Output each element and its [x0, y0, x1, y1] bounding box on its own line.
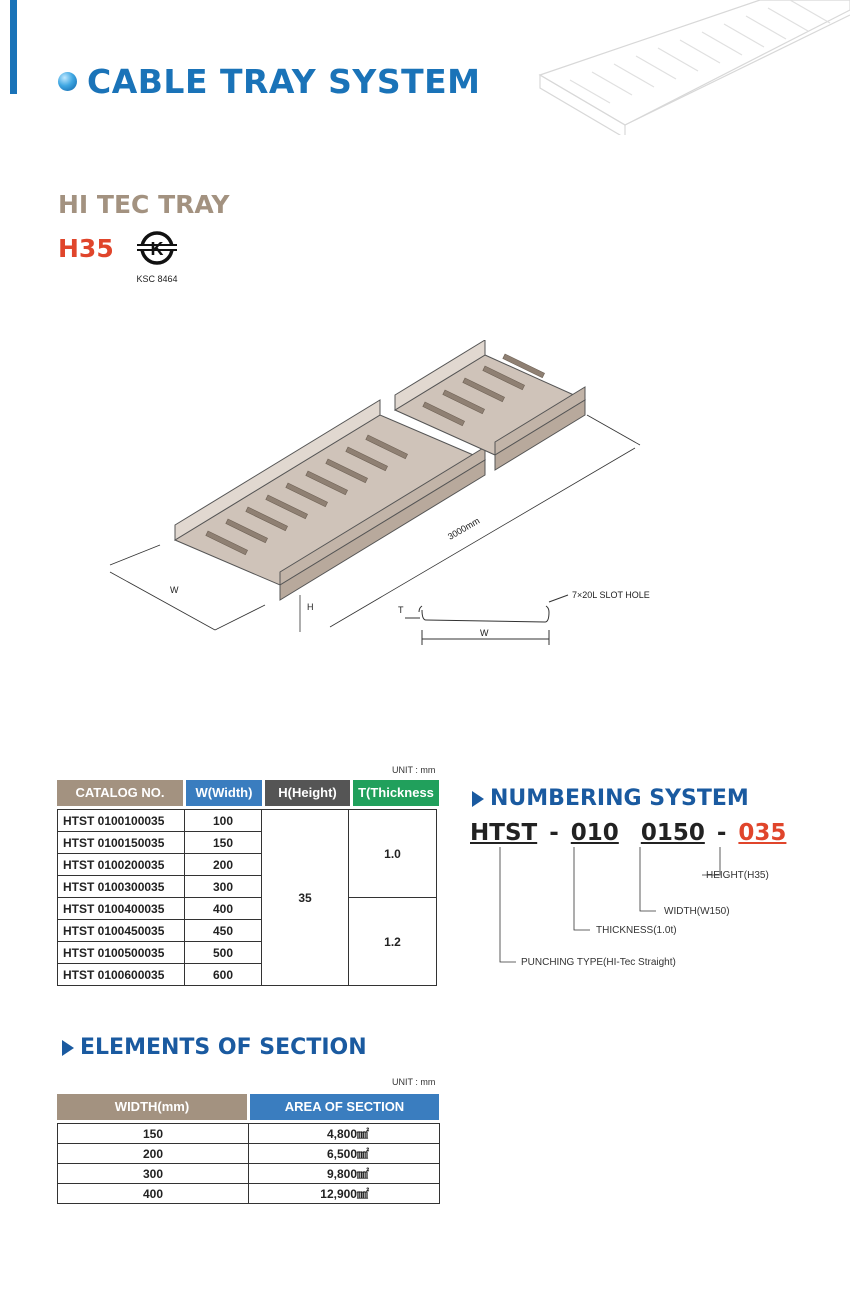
height-cell: 35	[262, 810, 349, 986]
header-catalog-no: CATALOG NO.	[57, 780, 183, 806]
header-width-mm: WIDTH(mm)	[57, 1094, 247, 1120]
width-cell: 150	[185, 832, 262, 854]
elements-table	[57, 1123, 440, 1204]
ks-code: KSC 8464	[136, 274, 178, 284]
ks-mark-icon	[135, 228, 179, 268]
side-accent-bar	[10, 0, 17, 94]
catalog-table-header	[57, 780, 439, 806]
width-cell: 450	[185, 920, 262, 942]
elements-of-section-title: ELEMENTS OF SECTION	[80, 1035, 367, 1060]
section-width-cell: 150	[58, 1124, 249, 1144]
table-row	[58, 1164, 440, 1184]
numbering-code	[470, 820, 786, 846]
code-width: 0150	[640, 820, 705, 846]
area-cell: 9,800㎟	[249, 1164, 440, 1184]
width-cell: 200	[185, 854, 262, 876]
width-cell: 500	[185, 942, 262, 964]
label-width: WIDTH(W150)	[664, 906, 730, 917]
section-width-label: W	[480, 628, 489, 638]
section-width-cell: 200	[58, 1144, 249, 1164]
decorative-tray-illustration	[530, 0, 850, 135]
length-dimension-label: 3000mm	[446, 515, 482, 542]
label-thickness: THICKNESS(1.0t)	[596, 925, 677, 936]
catalog-number-cell: HTST 0100400035	[58, 898, 185, 920]
catalog-number-cell: HTST 0100100035	[58, 810, 185, 832]
ks-mark-letter: K	[150, 239, 164, 259]
width-cell: 100	[185, 810, 262, 832]
catalog-number-cell: HTST 0100200035	[58, 854, 185, 876]
catalog-number-cell: HTST 0100450035	[58, 920, 185, 942]
elements-table-header	[57, 1094, 439, 1120]
width-cell: 400	[185, 898, 262, 920]
elements-of-section-heading	[62, 1035, 367, 1060]
model-code: H35	[58, 234, 114, 263]
code-thickness: 010	[570, 820, 619, 846]
header-height: H(Height)	[265, 780, 350, 806]
label-height: HEIGHT(H35)	[706, 870, 769, 881]
width-cell: 600	[185, 964, 262, 986]
section-width-cell: 400	[58, 1184, 249, 1204]
code-dash-2: -	[716, 820, 727, 846]
code-dash-1: -	[549, 820, 559, 846]
catalog-number-cell: HTST 0100500035	[58, 942, 185, 964]
elements-unit-label: UNIT : mm	[392, 1077, 436, 1087]
height-dimension-label: H	[307, 602, 314, 612]
ks-certification	[132, 228, 182, 284]
width-cell: 300	[185, 876, 262, 898]
product-name: HI TEC TRAY	[58, 190, 230, 219]
area-cell: 12,900㎟	[249, 1184, 440, 1204]
thickness-cell: 1.0	[349, 810, 437, 898]
sphere-bullet-icon	[58, 72, 77, 91]
catalog-table	[57, 809, 437, 986]
tray-diagram	[100, 340, 700, 670]
label-punching-type: PUNCHING TYPE(HI-Tec Straight)	[521, 957, 676, 968]
header-area-of-section: AREA OF SECTION	[250, 1094, 439, 1120]
code-punching: HTST	[470, 820, 538, 846]
triangle-bullet-icon	[62, 1040, 74, 1056]
area-cell: 4,800㎟	[249, 1124, 440, 1144]
table-row	[58, 810, 437, 832]
catalog-number-cell: HTST 0100600035	[58, 964, 185, 986]
thickness-cell: 1.2	[349, 898, 437, 986]
header	[58, 62, 480, 101]
table-row	[58, 1124, 440, 1144]
numbering-system-heading	[472, 786, 749, 811]
slot-hole-label: 7×20L SLOT HOLE	[572, 590, 650, 600]
thickness-dimension-label: T	[398, 605, 404, 615]
catalog-unit-label: UNIT : mm	[392, 765, 436, 775]
triangle-bullet-icon	[472, 791, 484, 807]
section-width-cell: 300	[58, 1164, 249, 1184]
width-dimension-label: W	[170, 585, 179, 595]
table-row	[58, 898, 437, 920]
catalog-number-cell: HTST 0100300035	[58, 876, 185, 898]
header-width: W(Width)	[186, 780, 262, 806]
numbering-system-title: NUMBERING SYSTEM	[490, 786, 749, 811]
code-height: 035	[738, 820, 787, 846]
area-cell: 6,500㎟	[249, 1144, 440, 1164]
table-row	[58, 1184, 440, 1204]
table-row	[58, 1144, 440, 1164]
header-thickness: T(Thickness	[353, 780, 439, 806]
page-title: CABLE TRAY SYSTEM	[87, 62, 481, 101]
catalog-number-cell: HTST 0100150035	[58, 832, 185, 854]
